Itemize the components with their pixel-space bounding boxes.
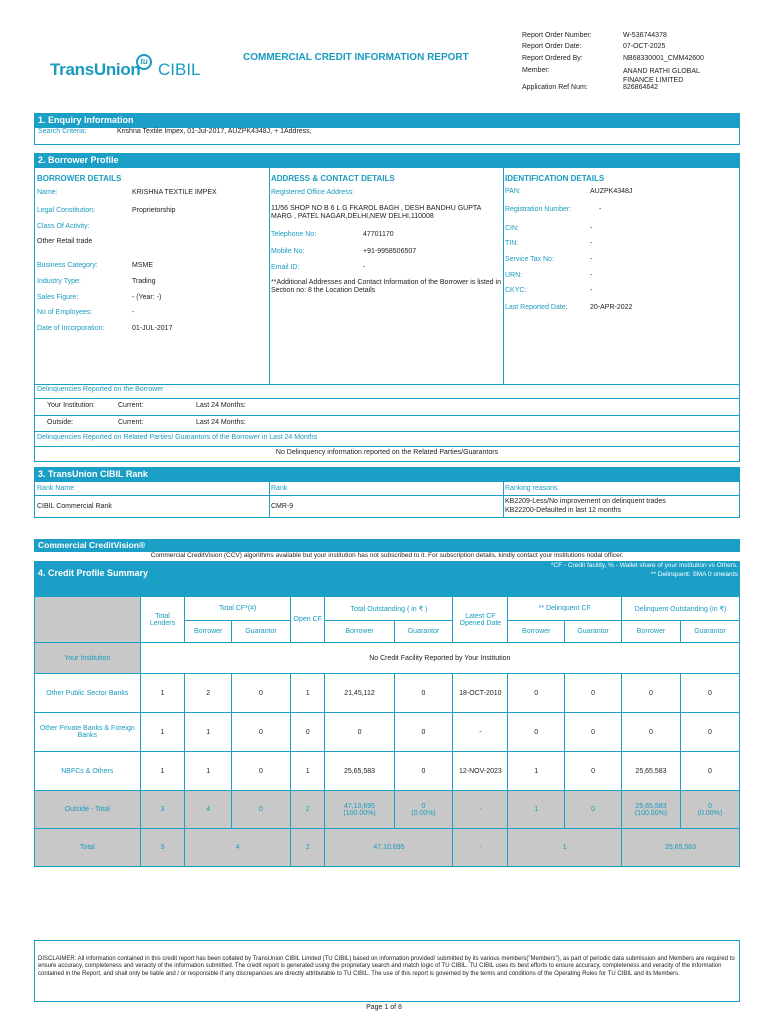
search-criteria-label: Search Criteria: <box>38 128 87 135</box>
cell: - <box>453 713 508 752</box>
industry-type-value: Trading <box>132 278 156 285</box>
ccv-note: Commercial CreditVision (CCV) algorithms available but your institution has not subscribed to it. For subscription details, kindly contact your institutions nodal officer. <box>150 552 624 559</box>
name-label: Name: <box>37 189 58 196</box>
registered-address-value: 11/56 SHOP NO B 6 L G FKAROL BAGH , DESH BANDHU GUPTA MARG , PATEL NAGAR,DELHI,NEW DELHI,110008 <box>271 205 481 220</box>
cell: 25,65,583 (100.00%) <box>622 791 681 829</box>
cell: 3 <box>140 829 185 867</box>
ranking-reason: KB22200-Defaulted in last 12 months <box>505 507 621 514</box>
summary-section-title: 4. Credit Profile Summary <box>34 561 740 596</box>
disclaimer-box <box>34 940 740 1002</box>
cell: 0 <box>565 791 622 829</box>
borrower-details-heading: BORROWER DETAILS <box>37 174 122 183</box>
cell: 25,65,583 <box>325 752 394 791</box>
borrower-subheader: Borrower <box>622 621 681 643</box>
summary-legend-delinquent: ** Delinquent: SMA 0 onwards <box>650 571 738 578</box>
employees-label: No of Employees: <box>37 309 93 316</box>
total-cf-header: Total CF*(#) <box>185 597 291 621</box>
enquiry-box <box>34 127 740 145</box>
table-row <box>35 713 740 752</box>
cell: 0 <box>325 713 394 752</box>
guarantor-subheader: Guarantor <box>680 621 739 643</box>
cell: 25,65,583 <box>622 829 740 867</box>
cell: 12-NOV-2023 <box>453 752 508 791</box>
divider <box>269 482 270 517</box>
cell: 0 <box>232 791 291 829</box>
cell: 1 <box>185 713 232 752</box>
page-number: Page 1 of 8 <box>366 1004 402 1011</box>
incorporation-date-value: 01-JUL-2017 <box>132 325 173 332</box>
divider <box>35 398 739 399</box>
divider <box>35 384 739 385</box>
delinquent-cf-header: ** Delinquent CF <box>508 597 622 621</box>
cell: 1 <box>185 752 232 791</box>
your-institution-label: Your Institution: <box>47 402 95 409</box>
divider <box>503 168 504 384</box>
legal-constitution-label: Legal Constitution: <box>37 207 95 214</box>
summary-legend-cf: *CF - Credit facility, % - Wallet share of your institution vs Others. <box>550 562 738 569</box>
name-value: KRISHNA TEXTILE IMPEX <box>132 189 217 196</box>
cell: 0 <box>565 674 622 713</box>
last-reported-label: Last Reported Date: <box>505 304 568 311</box>
borrower-section-title: 2. Borrower Profile <box>34 153 740 167</box>
industry-type-label: Industry Type: <box>37 278 81 285</box>
cell: 0 <box>290 713 325 752</box>
outside-last24: Last 24 Months: <box>196 419 246 426</box>
corner-cell <box>35 597 141 643</box>
incorporation-date-label: Date of Incorporation: <box>37 325 105 332</box>
open-cf-header: Open CF <box>290 597 325 643</box>
cell: 0 <box>232 674 291 713</box>
cell: - <box>453 791 508 829</box>
ranking-reason: KB2209-Less/No improvement on delinquent trades <box>505 498 666 505</box>
cell: 47,10,695 <box>325 829 453 867</box>
latest-cf-header: Latest CF Opened Date <box>453 597 508 643</box>
address-note: **Additional Addresses and Contact Information of the Borrower is listed in Section no: 8 the Location Details <box>271 279 501 294</box>
search-criteria-value: Krishna Textile Impex, 01-Jul-2017, AUZPK4348J, + 1Address, <box>117 128 312 135</box>
borrower-subheader: Borrower <box>508 621 565 643</box>
logo-brand: TransUnion <box>50 60 141 79</box>
borrower-subheader: Borrower <box>185 621 232 643</box>
cell: 0 <box>394 752 453 791</box>
business-category-value: MSME <box>132 262 153 269</box>
cell: 0 <box>232 713 291 752</box>
cell: 21,45,112 <box>325 674 394 713</box>
row-label: Total <box>35 829 141 867</box>
divider <box>35 415 739 416</box>
rank-section-title: 3. TransUnion CIBIL Rank <box>34 467 740 481</box>
row-label: Your Institution <box>35 643 141 674</box>
outside-total-row <box>35 791 740 829</box>
cell: 2 <box>290 829 325 867</box>
guarantor-subheader: Guarantor <box>232 621 291 643</box>
logo-tu-icon: tu <box>136 54 152 70</box>
cell: 0 <box>680 674 739 713</box>
cell: 1 <box>508 829 622 867</box>
table-row <box>35 643 740 674</box>
cell: 0 <box>565 713 622 752</box>
ckyc-value: - <box>590 287 593 294</box>
urn-value: - <box>590 272 593 279</box>
cell: 0 <box>508 674 565 713</box>
last-reported-value: 20-APR-2022 <box>590 304 633 311</box>
rank-value: CMR-9 <box>271 503 294 510</box>
rank-box <box>34 481 740 518</box>
cell: 0 <box>622 713 681 752</box>
table-row <box>35 674 740 713</box>
pan-value: AUZPK4348J <box>590 188 633 195</box>
outside-current: Current: <box>118 419 144 426</box>
cell: 47,10,695 (100.00%) <box>325 791 394 829</box>
tin-value: - <box>590 240 593 247</box>
row-label: Other Private Banks & Foreign Banks <box>35 713 141 752</box>
borrower-subheader: Borrower <box>325 621 394 643</box>
related-parties-heading: Delinquencies Reported on Related Parties/ Guarantors of the Borrower in Last 24 Months <box>37 434 318 441</box>
cell: 18-OCT-2010 <box>453 674 508 713</box>
logo <box>50 54 210 84</box>
cell: 4 <box>185 829 291 867</box>
ckyc-label: CKYC: <box>505 287 527 294</box>
borrower-box <box>34 167 740 462</box>
cell: 0 <box>680 713 739 752</box>
employees-value: - <box>132 309 135 316</box>
cell: 0 <box>622 674 681 713</box>
divider <box>35 431 739 432</box>
cell: 0 <box>394 713 453 752</box>
logo-product: CIBIL <box>158 60 201 79</box>
pan-label: PAN: <box>505 188 521 195</box>
tin-label: TIN: <box>505 240 519 247</box>
sales-figure-value: - (Year: -) <box>132 294 162 301</box>
cell: 0 <box>232 752 291 791</box>
delinquent-outstanding-header: Delinquent Outstanding (in ₹) <box>622 597 740 621</box>
report-title: COMMERCIAL CREDIT INFORMATION REPORT <box>243 52 469 63</box>
registration-number-label: Registration Number: <box>505 206 572 213</box>
cin-value: - <box>590 225 593 232</box>
cell: 1 <box>508 752 565 791</box>
enquiry-section-title: 1. Enquiry Information <box>34 113 740 127</box>
cell: 1 <box>508 791 565 829</box>
legal-constitution-value: Proprietorship <box>132 207 176 214</box>
cell: 1 <box>140 713 185 752</box>
registration-number-value: - <box>599 206 602 213</box>
mobile-label: Mobile No: <box>271 248 305 255</box>
address-heading: ADDRESS & CONTACT DETAILS <box>271 174 395 183</box>
cell: 0 <box>680 752 739 791</box>
disclaimer-text: DISCLAIMER: All information contained in this credit report has been collated by TransUnion CIBIL Limited (TU CIBIL) based on information provided/ submitted by its various members("Members"), as part of periodic data submission and Members are required to ensure accuracy, completeness and veracity of the information submitted. The credit report is generated using the proprietary search and match logic of TU CIBIL. TU CIBIL uses its best efforts to ensure accuracy, completeness and veracity of the information contained in the Report, and shall only be liable and / or responsible if any discrepancies are directly attributable to TU CIBIL. The use of this report is governed by the terms and conditions of the Operating Rules for TU CIBIL and its Members. <box>38 956 735 977</box>
identification-heading: IDENTIFICATION DETAILS <box>505 174 605 183</box>
registered-address-label: Registered Office Address: <box>271 189 355 196</box>
email-label: Email ID: <box>271 264 300 271</box>
ccv-title: Commercial CreditVision® <box>34 539 740 552</box>
sales-figure-label: Sales Figure: <box>37 294 79 301</box>
telephone-value: 47701170 <box>363 231 394 238</box>
cell: 1 <box>290 752 325 791</box>
cell: 0 (0.00%) <box>680 791 739 829</box>
cin-label: CIN: <box>505 225 519 232</box>
cell: - <box>453 829 508 867</box>
business-category-label: Business Category: <box>37 262 98 269</box>
divider <box>35 446 739 447</box>
row-label: Other Public Sector Banks <box>35 674 141 713</box>
email-value: - <box>363 264 366 271</box>
credit-profile-table <box>34 596 740 867</box>
divider <box>503 482 504 517</box>
cell: 1 <box>140 674 185 713</box>
your-institution-last24: Last 24 Months: <box>196 402 246 409</box>
cell: 0 <box>508 713 565 752</box>
rank-name-value: CIBIL Commercial Rank <box>37 503 112 510</box>
service-tax-label: Service Tax No: <box>505 256 554 263</box>
total-row <box>35 829 740 867</box>
your-institution-current: Current: <box>118 402 144 409</box>
service-tax-value: - <box>590 256 593 263</box>
table-row <box>35 752 740 791</box>
cell: 2 <box>290 791 325 829</box>
ranking-reasons-header: Ranking reasons <box>505 485 558 492</box>
total-outstanding-header: Total Outstanding ( in ₹ ) <box>325 597 453 621</box>
class-of-activity-label: Class Of Activity: <box>37 223 90 230</box>
row-label: NBFCs & Others <box>35 752 141 791</box>
related-parties-value: No Delinquency information reported on the Related Parties/Guarantors <box>275 449 499 456</box>
mobile-value: +91-9958506507 <box>363 248 417 255</box>
cell: 0 (0.00%) <box>394 791 453 829</box>
urn-label: URN: <box>505 272 523 279</box>
cell: 2 <box>185 674 232 713</box>
divider <box>35 495 739 496</box>
guarantor-subheader: Guarantor <box>565 621 622 643</box>
row-label: Outside - Total <box>35 791 141 829</box>
telephone-label: Telephone No: <box>271 231 317 238</box>
cell: 0 <box>394 674 453 713</box>
class-of-activity-value: Other Retail trade <box>37 238 93 245</box>
cell: 4 <box>185 791 232 829</box>
cell: 1 <box>140 752 185 791</box>
outside-label: Outside: <box>47 419 74 426</box>
divider <box>269 168 270 384</box>
cell: 0 <box>565 752 622 791</box>
cell: 25,65,583 <box>622 752 681 791</box>
rank-header: Rank <box>271 485 288 492</box>
no-facility-message: No Credit Facility Reported by Your Institution <box>140 643 739 674</box>
cell: 1 <box>290 674 325 713</box>
cell: 3 <box>140 791 185 829</box>
rank-name-header: Rank Name <box>37 485 74 492</box>
total-lenders-header: Total Lenders <box>140 597 185 643</box>
guarantor-subheader: Guarantor <box>394 621 453 643</box>
delinquencies-heading: Delinquencies Reported on the Borrower <box>37 386 164 393</box>
